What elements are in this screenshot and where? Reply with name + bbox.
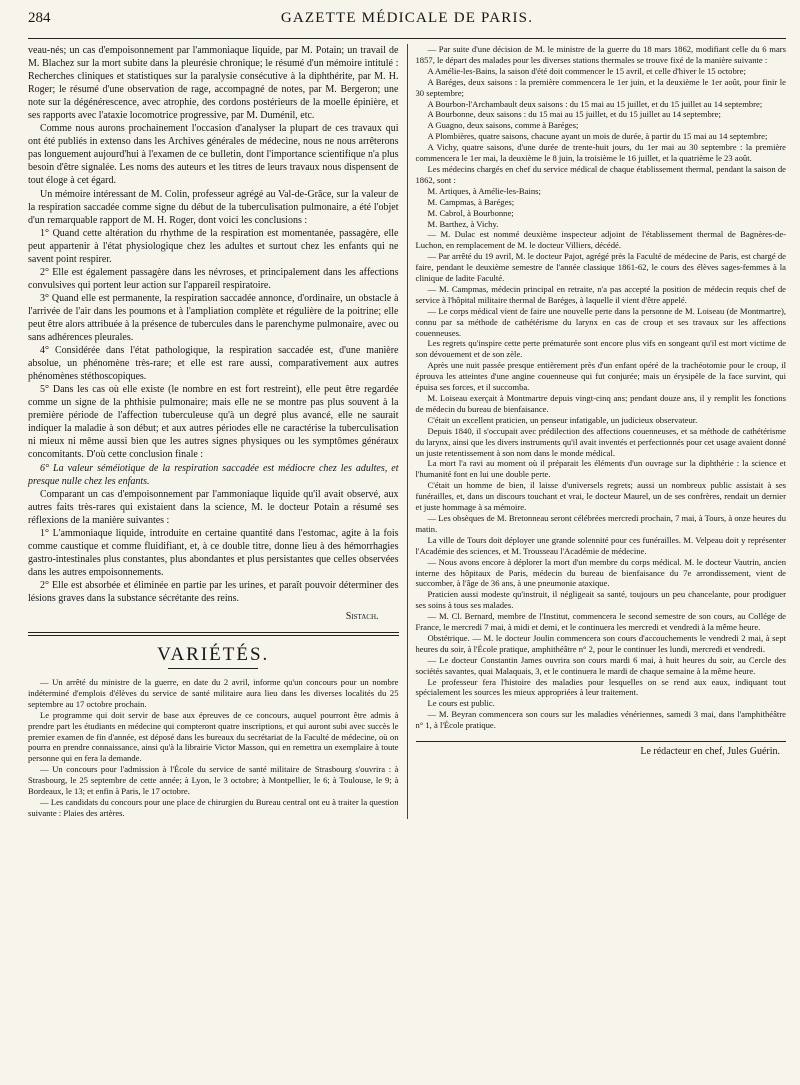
paragraph: Comparant un cas d'empoisonnement par l'ammoniaque liquide qu'il avait observé, aux autres faits très-rares qui existaient dans la science, M. le docteur Potain a résumé ses réflexions de la manière suivantes : bbox=[28, 488, 399, 526]
station-item: A Baréges, deux saisons : la première commencera le 1er juin, et la deuxième le 1er août, pour finir le 30 septembre; bbox=[415, 76, 786, 98]
news-item: — Par arrêté du 19 avril, M. le docteur Pajot, agrégé près la Faculté de médecine de Paris, est chargé de faire, pendant le deuxième semestre de l'année classique 1861-62, le cours des élèves sages-femmes à la clinique de ladite Faculté. bbox=[415, 251, 786, 284]
news-item: C'était un excellent praticien, un penseur infatigable, un judicieux observateur. bbox=[427, 414, 698, 425]
conclusion-item: 4° Considérée dans l'état pathologique, la respiration saccadée est, d'une manière absolue, un phénomène très-rare; et elle est rare aussi, comparativement aux autres phénomènes stéthoscopiques. bbox=[28, 345, 399, 383]
page-number: 284 bbox=[28, 10, 51, 26]
section-divider bbox=[28, 632, 399, 636]
paragraph: Un mémoire intéressant de M. Colin, professeur agrégé au Val-de-Grâce, sur la valeur de la respiration saccadée comme signe du début de la tuberculisation pulmonaire, a été l'objet d'un remarquable rapport de M. H. Roger, dont voici les conclusions : bbox=[28, 188, 399, 226]
station-item: A Amélie-les-Bains, la saison d'été doit commencer le 15 avril, et celle d'hiver le 15 octobre; bbox=[427, 65, 746, 76]
conclusion-item: 1° L'ammoniaque liquide, introduite en certaine quantité dans l'estomac, agite à la fois comme caustique et comme fluidifiant, et, à ce double titre, donne lieu à des hémorrhagies gastro-intestinales plus constantes, plus abondantes et plus persistantes que celles observées dans les autres empoisonnements. bbox=[28, 527, 399, 578]
news-item: Le programme qui doit servir de base aux épreuves de ce concours, auquel pourront être admis à prendre part les étudiants en médecine qui compteront quatre inscriptions, et qui auront subi avec succès le premier examen de fin d'année, est déposé dans les bureaux du secrétariat de la Faculté de médecine, où on pourra en prendre connaissance, ainsi qu'à la librairie Victor Masson, qui en remettra un exemplaire à toute personne qui en fera la demande. bbox=[28, 709, 399, 764]
news-item: — Le corps médical vient de faire une nouvelle perte dans la personne de M. Loiseau (de Montmartre), connu par sa méthode de cathétérisme du larynx en cas de croup et ses travaux sur les affections couenneuses. bbox=[415, 305, 786, 338]
news-item: — Par suite d'une décision de M. le ministre de la guerre du 18 mars 1862, modifiant celle du 6 mars 1857, le départ des malades pour les diverses stations thermales se trouve fixé de la manière suivante : bbox=[415, 44, 786, 65]
news-item: Praticien aussi modeste qu'instruit, il négligeait sa santé, toujours un peu chancelante, pour prodiguer ses soins à tous ses malades. bbox=[415, 589, 786, 611]
columns bbox=[28, 44, 786, 819]
news-item: Depuis 1840, il s'occupait avec prédilection des affections couenneuses, et sa méthode de cathétérisme du larynx, ainsi que les divers instruments qu'il avait inventés et perfectionnés pour cet usage avaient donné un juste retentissement à son nom dans le monde médical. bbox=[415, 425, 786, 458]
left-column bbox=[28, 44, 408, 819]
news-item: M. Loiseau exerçait à Montmartre depuis vingt-cinq ans; pendant douze ans, il y remplit les fonctions de médecin du bureau de bienfaisance. bbox=[415, 393, 786, 414]
conclusion-item: 1° Quand cette altération du rhythme de la respiration est momentanée, passagère, elle peut appartenir à l'état physiologique chez les adultes et surtout chez les enfants qui ne savent point respirer. bbox=[28, 227, 399, 265]
news-item: Les médecins chargés en chef du service médical de chaque établissement thermal, pendant la saison de 1862, sont : bbox=[415, 163, 786, 185]
physician-item: M. Artiques, à Amélie-les-Bains; bbox=[427, 185, 541, 196]
news-item: — Les obsèques de M. Bretonneau seront célébrées mercredi prochain, 7 mai, à Tours, à onze heures du matin. bbox=[415, 512, 786, 534]
right-column bbox=[408, 44, 787, 819]
news-item: — M. Cl. Bernard, membre de l'Institut, commencera le second semestre de son cours, au Collége de France, le mercredi 7 mai, à midi et demi, et le continuera les mercredi et vendredi à la même heure. bbox=[415, 611, 786, 633]
physician-item: M. Barthez, à Vichy. bbox=[427, 218, 499, 229]
running-title: GAZETTE MÉDICALE DE PARIS. bbox=[280, 10, 534, 26]
conclusion-item: 6° La valeur séméiotique de la respiration saccadée est médiocre chez les adultes, et presque nulle chez les enfants. bbox=[28, 462, 399, 487]
news-item: Après une nuit passée presque entièrement près d'un enfant opéré de la trachéotomie pour le croup, il éprouva les atteintes d'une angine couenneuse qui fut conjurée; mais un érysipèle de la face survint, qui épuisa ses forces, et il succomba. bbox=[415, 360, 786, 393]
conclusion-item: 2° Elle est absorbée et éliminée en partie par les urines, et paraît pouvoir déterminer des lésions graves dans la substance sécrétante des reins. bbox=[28, 579, 399, 604]
news-item: Le cours est public. bbox=[427, 698, 495, 709]
station-item: A Plombières, quatre saisons, chacune ayant un mois de durée, à partir du 15 mai au 14 septembre; bbox=[427, 131, 768, 142]
news-item: — M. Beyran commencera son cours sur les maladies vénériennes, samedi 3 mai, dans l'amphithéâtre n° 1, à l'École pratique. bbox=[415, 709, 786, 731]
physician-item: M. Cabrol, à Bourbonne; bbox=[427, 207, 514, 218]
news-item: — Le docteur Constantin James ouvrira son cours mardi 6 mai, à huit heures du soir, au Cercle des sociétés savantes, quai Malaquais, 3, et le continuera le mardi de chaque semaine à la même heure. bbox=[415, 654, 786, 676]
conclusion-item: 2° Elle est également passagère dans les névroses, et principalement dans les affections convulsives qui portent leur action sur l'appareil respiratoire. bbox=[28, 266, 399, 291]
news-item: — Un concours pour l'admission à l'École du service de santé militaire de Strasbourg s'ouvrira : à Strasbourg, le 25 septembre de cette année; à Lyon, le 3 octobre; à Montpellier, le 6; à Toulouse, le 9; à Bordeaux, le 13; et enfin à Paris, le 17 octobre. bbox=[28, 764, 399, 797]
paragraph: Comme nous aurons prochainement l'occasion d'analyser la plupart de ces travaux qui ont été publiés in extenso dans les Archives générales de médecine, nous ne nous arrêterons pas longuement aujourd'hui à l'examen de ce bulletin, dont l'importance scientifique n'a plus besoin d'être signalée. Les noms des auteurs et les titres de leurs travaux nous dispensent de tout éloge à cet égard. bbox=[28, 123, 399, 187]
news-item: Obstétrique. — M. le docteur Joulin commencera son cours d'accouchements le vendredi 2 mai, à sept heures du soir, à l'École pratique, amphithéâtre n° 2, pour le continuer les lundi, mercredi et vendredi. bbox=[415, 632, 786, 654]
station-item: A Bourbonne, deux saisons : du 15 mai au 15 juillet, et du 15 juillet au 14 septembre; bbox=[427, 109, 721, 120]
news-item: — Les candidats du concours pour une place de chirurgien du Bureau central ont eu à traiter la question suivante : Plaies des artères. bbox=[28, 796, 399, 818]
news-item: La mort l'a ravi au moment où il préparait les éléments d'un ouvrage sur la diphthérie : la science et l'humanité font en lui une double perte. bbox=[415, 458, 786, 480]
news-item: — Nous avons encore à déplorer la mort d'un membre du corps médical. M. le docteur Vautrin, ancien interne des hôpitaux de Paris, médecin du bureau de bienfaisance du 7e arrondissement, vient de succomber, à l'âge de 36 ans, à une pneumonie ataxique. bbox=[415, 556, 786, 589]
station-item: A Vichy, quatre saisons, d'une durée de trente-huit jours, du 1er mai au 30 septembre : la première commencera le 1er mai, la deuxième le 8 juin, la troisième le 16 juillet, et la quatrième le 23 août. bbox=[415, 142, 786, 164]
editor-credit: Le rédacteur en chef, Jules Guérin. bbox=[640, 746, 780, 758]
physician-item: M. Campmas, à Baréges; bbox=[427, 196, 515, 207]
footer-rule bbox=[416, 741, 787, 742]
news-item: Les regrets qu'inspire cette perte prématurée sont encore plus vifs en songeant qu'il est mort victime de son dévouement et de son zèle. bbox=[415, 338, 786, 360]
news-item: — M. Dulac est nommé deuxième inspecteur adjoint de l'établissement thermal de Bagnères-de-Luchon, en remplacement de M. le docteur Villiers, décédé. bbox=[415, 229, 786, 251]
news-item: — Un arrêté du ministre de la guerre, en date du 2 avril, informe qu'un concours pour un nombre indéterminé d'emplois d'élèves du service de santé militaire aura lieu dans les diverses localités du 25 septembre au 17 octobre prochain. bbox=[28, 677, 399, 709]
paragraph: veau-nés; un cas d'empoisonnement par l'ammoniaque liquide, par M. Potain; un travail de M. Blachez sur la mort subite dans la pleurésie chronique; le résumé d'un mémoire intitulé : Recherches cliniques et statistiques sur la paralysie consécutive à la diphthérite, par M. H. Roger; le résumé d'une observation de rage, accompagné de notes, par M. Bergeron; une note sur la dégénérescence, avec atrophie, des cordons postérieurs de la moelle épinière, et ses rapports avec l'ataxie locomotrice progressive, par M. Duménil, etc. bbox=[28, 45, 399, 122]
conclusion-item: 5° Dans les cas où elle existe (le nombre en est fort restreint), elle peut être regardée comme un signe de la phthisie pulmonaire; mais elle ne se montre pas plus souvent à la première période de l'affection tuberculeuse qu'à un degré plus avancé, elle ne saurait indiquer la maladie à son début; et aux autres périodes elle ne caractérise la tuberculisation ni mieux ni même aussi bien que les autres signes physiques ou les symptômes généraux concomitants. D'où cette conclusion finale : bbox=[28, 384, 399, 461]
title-underline bbox=[168, 668, 258, 669]
section-title: VARIÉTÉS. bbox=[157, 644, 270, 666]
news-item: — M. Campmas, médecin principal en retraite, n'a pas accepté la position de médecin requis chef de service à l'hôpital militaire thermal de Baréges, à laquelle il vient d'être appelé. bbox=[415, 283, 786, 305]
news-item: Le professeur fera l'histoire des maladies pour lesquelles on se rend aux eaux, indiquant tout spécialement les sources les mieux appropriées à leur traitement. bbox=[415, 676, 786, 698]
news-item: La ville de Tours doit déployer une grande solennité pour ces funérailles. M. Velpeau doit y représenter l'Académie des sciences, et M. Trousseau l'Académie de médecine. bbox=[415, 534, 786, 556]
page-header bbox=[28, 10, 786, 39]
station-item: A Guagno, deux saisons, comme à Baréges; bbox=[427, 120, 579, 131]
author-signature: Sistach. bbox=[345, 611, 379, 623]
station-item: A Bourbon-l'Archambault deux saisons : du 15 mai au 15 juillet, et du 15 juillet au 14 septembre; bbox=[427, 98, 763, 109]
news-item: C'était un homme de bien, il laisse d'universels regrets; aussi un nombreux public assistait à ses funérailles, et, dans un discours touchant et vrai, le docteur Maurel, un de ses confrères, rendait un dernier et juste hommage à sa mémoire. bbox=[415, 480, 786, 513]
conclusion-item: 3° Quand elle est permanente, la respiration saccadée annonce, d'ordinaire, un obstacle à l'arrivée de l'air dans les poumons et à l'ampliation complète et régulière de la poitrine; elle peut être alors attribuée à la présence de tubercules dans le parenchyme pulmonaire, avec ou sans adhérences pleurales. bbox=[28, 292, 399, 344]
